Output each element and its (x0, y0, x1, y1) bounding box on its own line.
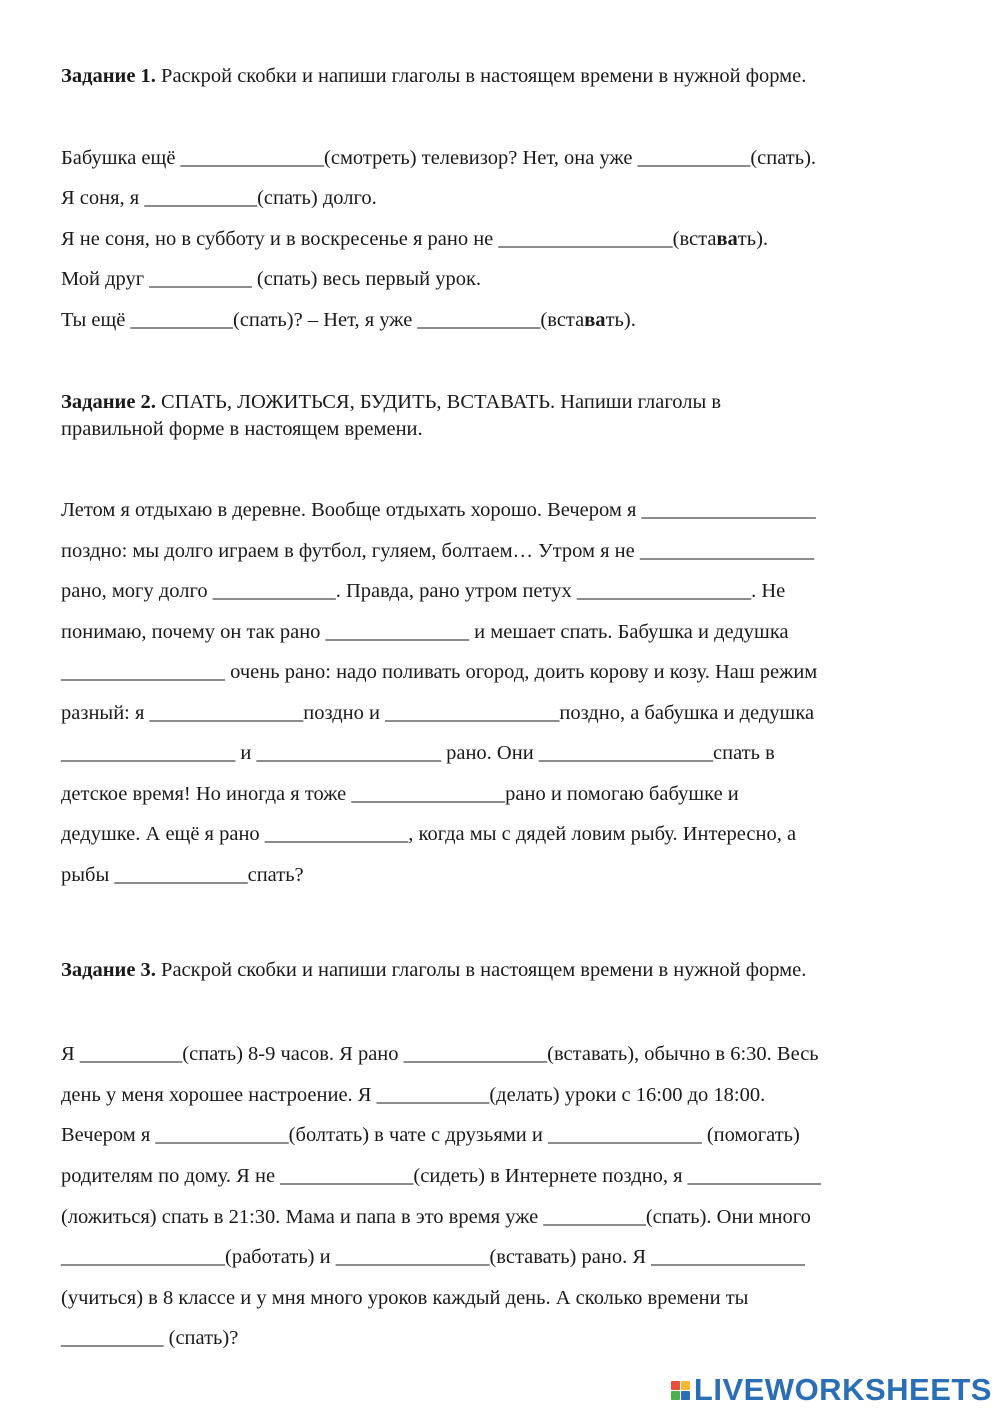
task3-line-7: (учиться) в 8 классе и у мня много уроков каждый день. А сколько времени ты (61, 1287, 749, 1309)
task1-line-3-part: Я не соня, но в субботу и в воскресенье я рано не _________________(вста (61, 228, 717, 250)
task3-line-6: ________________(работать) и _______________(вставать) рано. Я _______________ (61, 1246, 805, 1268)
liveworksheets-logo-text: LIVEWORKSHEETS (693, 1372, 992, 1407)
task3-line-5: (ложиться) спать в 21:30. Мама и папа в это время уже __________(спать). Они много (61, 1206, 811, 1228)
task1-heading (61, 63, 806, 89)
task3-line-2: день у меня хорошее настроение. Я ___________(делать) уроки с 16:00 до 18:00. (61, 1084, 766, 1106)
task2-line-10: рыбы _____________спать? (61, 864, 304, 886)
task2-heading-bold: Задание 2. (61, 391, 156, 413)
task1-line-3-stress: ва (716, 228, 738, 250)
task1-line-5-part: ть). (605, 309, 636, 331)
logo-square (671, 1391, 680, 1400)
task1-line-5 (61, 307, 636, 333)
task1-heading-text: Раскрой скобки и напиши глаголы в настоящем времени в нужной форме. (155, 65, 807, 87)
task2-line-1: Летом я отдыхаю в деревне. Вообще отдыхать хорошо. Вечером я _________________ (61, 499, 816, 521)
task2-line-3: рано, могу долго ____________. Правда, рано утром петух _________________. Не (61, 580, 786, 602)
task2-line-5: ________________ очень рано: надо поливать огород, доить корову и козу. Наш режим (61, 661, 818, 683)
task2-line-9: дедушке. А ещё я рано ______________, когда мы с дядей ловим рыбу. Интересно, а (61, 823, 797, 845)
task1-line-3 (61, 226, 768, 252)
task2-heading-line2: правильной форме в настоящем времени. (61, 418, 423, 440)
logo-square (671, 1381, 680, 1390)
task3-heading-bold: Задание 3. (61, 959, 156, 981)
task2-heading-text: СПАТЬ, ЛОЖИТЬСЯ, БУДИТЬ, ВСТАВАТЬ. Напиши глаголы в (155, 391, 722, 413)
task2-line-6: разный: я _______________поздно и _________________поздно, а бабушка и дедушка (61, 702, 815, 724)
liveworksheets-logo (671, 1374, 992, 1406)
task1-heading-bold: Задание 1. (61, 65, 156, 87)
task2-heading (61, 389, 721, 415)
task2-line-2: поздно: мы долго играем в футбол, гуляем, болтаем… Утром я не _________________ (61, 540, 815, 562)
task1-line-3-part: ть). (737, 228, 769, 250)
logo-square (681, 1381, 690, 1390)
task3-line-3: Вечером я _____________(болтать) в чате с друзьями и _______________ (помогать) (61, 1124, 800, 1146)
task3-heading (61, 957, 806, 983)
task1-line-2: Я соня, я ___________(спать) долго. (61, 187, 377, 209)
task1-line-5-stress: ва (584, 309, 606, 331)
task2-line-8: детское время! Но иногда я тоже _______________рано и помогаю бабушке и (61, 783, 739, 805)
liveworksheets-logo-icon (671, 1381, 690, 1400)
task3-heading-text: Раскрой скобки и напиши глаголы в настоящем времени в нужной форме. (155, 959, 807, 981)
task1-line-5-part: Ты ещё __________(спать)? – Нет, я уже ____________(вста (61, 309, 585, 331)
task3-line-1: Я __________(спать) 8-9 часов. Я рано ______________(вставать), обычно в 6:30. Весь (61, 1043, 819, 1065)
task3-line-8: __________ (спать)? (61, 1327, 239, 1349)
task3-line-4: родителям по дому. Я не _____________(сидеть) в Интернете поздно, я _____________ (61, 1165, 821, 1187)
task2-line-7: _________________ и __________________ рано. Они _________________спать в (61, 742, 775, 764)
task1-line-1: Бабушка ещё ______________(смотреть) телевизор? Нет, она уже ___________(спать). (61, 147, 817, 169)
task1-line-4: Мой друг __________ (спать) весь первый урок. (61, 268, 482, 290)
task2-line-4: понимаю, почему он так рано ______________ и мешает спать. Бабушка и дедушка (61, 621, 789, 643)
logo-square (681, 1391, 690, 1400)
